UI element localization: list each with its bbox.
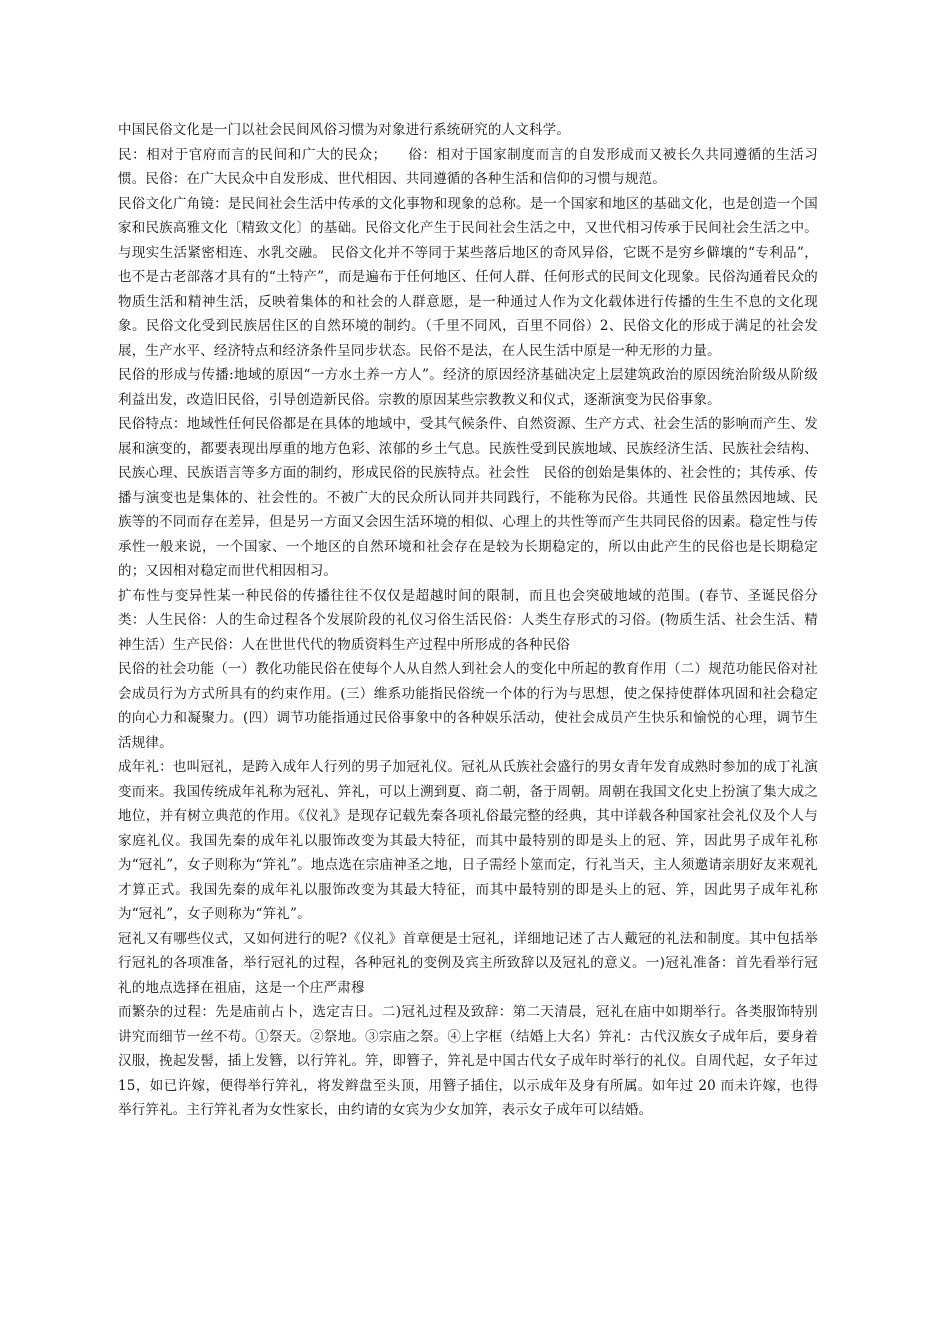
paragraph-classification: 扩布性与变异性某一种民俗的传播往往不仅仅是超越时间的限制，而且也会突破地域的范围。(春节、圣诞民俗分类：人生民俗：人的生命过程各个发展阶段的礼仪习俗生活民俗：人类生存形式的习俗。(物质生活、社会生活、精神生活）生产民俗：人在世世代代的物质资料生产过程中所形成的各种民俗 <box>118 587 818 653</box>
paragraph-intro: 中国民俗文化是一门以社会民间风俗习惯为对象进行系统研究的人文科学。 <box>118 122 571 138</box>
paragraph-capping-ceremony: 冠礼又有哪些仪式，又如何进行的呢?《仪礼》首章便是士冠礼，详细地记述了古人戴冠的礼法和制度。其中包括举行冠礼的各项准备，举行冠礼的过程，各种冠礼的变例及宾主所致辞以及冠礼的意义。一)冠礼准备：首先看举行冠礼的地点选择在祖庙，这是一个庄严肃穆 <box>118 930 818 996</box>
paragraph-social-functions: 民俗的社会功能（一）教化功能民俗在使每个人从自然人到社会人的变化中所起的教育作用（二）规范功能民俗对社会成员行为方式所具有的约束作用。(三）维系功能指民俗统一个体的行为与思想，使之保持使群体巩固和社会稳定的向心力和凝聚力。(四）调节功能指通过民俗事象中的各种娱乐活动，使社会成员产生快乐和愉悦的心理，调节生活规律。 <box>118 661 818 751</box>
paragraph-ceremony-process: 而繁杂的过程：先是庙前占卜，选定吉日。二)冠礼过程及致辞：第二天清晨，冠礼在庙中如期举行。各类服饰特别讲究而细节一丝不苟。①祭天。②祭地。③宗庙之祭。④上字框（结婚上大名）笄礼：古代汉族女子成年后，要身着汉服，挽起发髻，插上发簪，以行笄礼。笄，即簪子，笄礼是中国古代女子成年时举行的礼仪。自周代起，女子年过 15，如已许嫁，便得举行笄礼，将发辫盘至头顶，用簪子插住，以示成年及身有所属。如年过 20 而未许嫁，也得举行笄礼。主行笄礼者为女性家长，由约请的女宾为少女加笄，表示女子成年可以结婚。 <box>118 1004 818 1118</box>
paragraph-definitions: 民：相对于官府而言的民间和广大的民众； 俗：相对于国家制度而言的自发形成而又被长久共同遵循的生活习惯。民俗：在广大民众中自发形成、世代相因、共同遵循的各种生活和信仰的习惯与规范。 <box>118 146 818 187</box>
document-page <box>118 118 818 1123</box>
paragraph-coming-of-age: 成年礼：也叫冠礼，是跨入成年人行列的男子加冠礼仪。冠礼从氏族社会盛行的男女青年发育成熟时参加的成丁礼演变而来。我国传统成年礼称为冠礼、笄礼，可以上溯到夏、商二朝，备于周朝。周朝在我国文化史上扮演了集大成之地位，并有树立典范的作用。《仪礼》是现存记载先秦各项礼俗最完整的经典，其中详载各种国家社会礼仪及个人与家庭礼仪。我国先秦的成年礼以服饰改变为其最大特征，而其中最特别的即是头上的冠、笄，因此男子成年礼称为“冠礼”，女子则称为“笄礼”。地点选在宗庙神圣之地，日子需经卜筮而定，行礼当天，主人须邀请亲朋好友来观礼才算正式。我国先秦的成年礼以服饰改变为其最大特征，而其中最特别的即是头上的冠、笄，因此男子成年礼称为“冠礼”，女子则称为“笄礼”。 <box>118 759 818 922</box>
paragraph-characteristics: 民俗特点：地域性任何民俗都是在具体的地域中，受其气候条件、自然资源、生产方式、社会生活的影响而产生、发展和演变的，都要表现出厚重的地方色彩、浓郁的乡土气息。民族性受到民族地域、民族经济生活、民族社会结构、民族心理、民族语言等多方面的制约，形成民俗的民族特点。社会性 民俗的创始是集体的、社会性的；其传承、传播与演变也是集体的、社会性的。不被广大的民众所认同并共同践行，不能称为民俗。共通性 民俗虽然因地域、民族等的不同而存在差异，但是另一方面又会因生活环境的相似、心理上的共性等而产生共同民俗的因素。稳定性与传承性一般来说，一个国家、一个地区的自然环境和社会存在是较为长期稳定的，所以由此产生的民俗也是长期稳定的；又因相对稳定而世代相因相习。 <box>118 416 818 579</box>
paragraph-folk-culture-overview: 民俗文化广角镜：是民间社会生活中传承的文化事物和现象的总称。是一个国家和地区的基础文化，也是创造一个国家和民族高雅文化〔精致文化〕的基础。民俗文化产生于民间社会生活之中，又世代相习传承于民间社会生活之中。与现实生活紧密相连、水乳交融。 民俗文化并不等同于某些落后地区的奇风异俗，它既不是穷乡僻壤的“专利品”，也不是古老部落才具有的“土特产”，而是遍布于任何地区、任何人群、任何形式的民间文化现象。民俗沟通着民众的物质生活和精神生活，反映着集体的和社会的人群意愿，是一种通过人作为文化载体进行传播的生生不息的文化现象。民俗文化受到民族居住区的自然环境的制约。（千里不同风，百里不同俗）2、民俗文化的形成于满足的社会发展，生产水平、经济特点和经济条件呈同步状态。民俗不是法，在人民生活中原是一种无形的力量。 <box>118 195 818 359</box>
paragraph-formation-and-spread: 民俗的形成与传播:地域的原因“一方水土养一方人”。经济的原因经济基础决定上层建筑政治的原因统治阶级从阶级利益出发，改造旧民俗，引导创造新民俗。宗教的原因某些宗教教义和仪式，逐渐演变为民俗事象。 <box>118 367 818 408</box>
